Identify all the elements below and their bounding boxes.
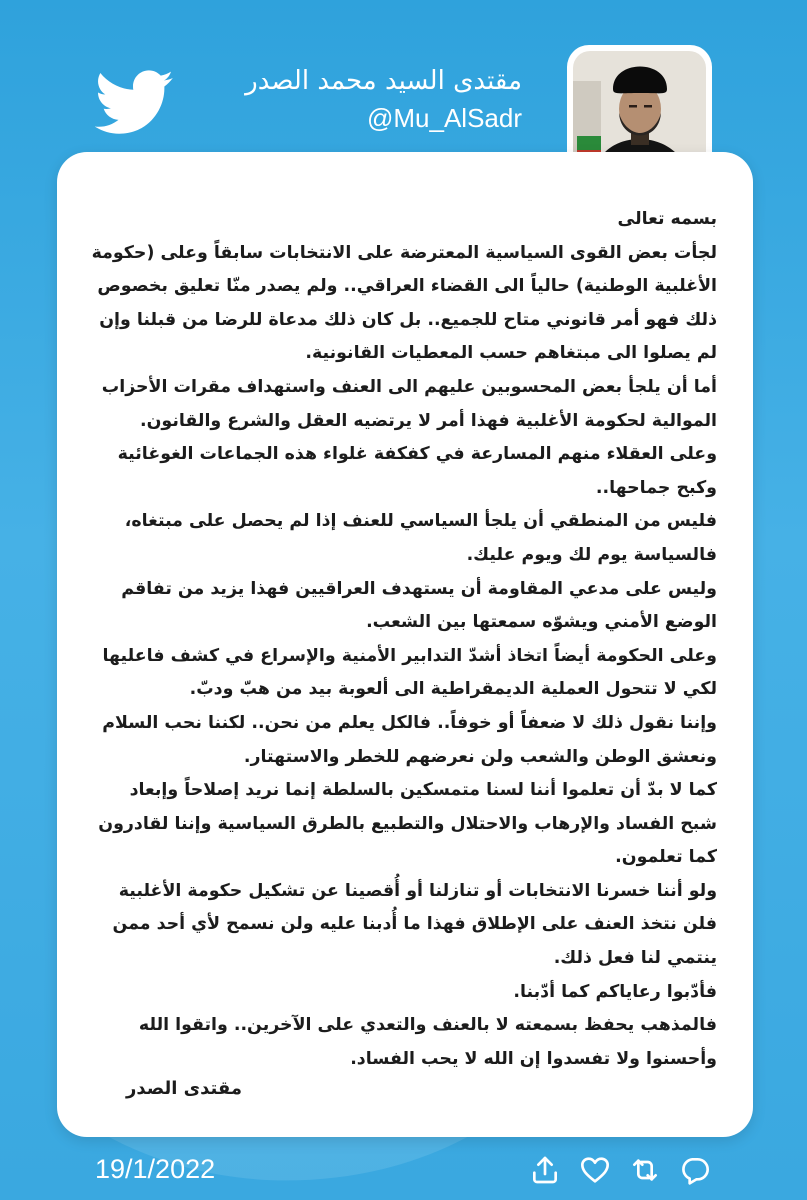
tweet-actions bbox=[529, 1154, 711, 1186]
tweet-body bbox=[91, 203, 717, 1076]
tweet-paragraph: وعلى العقلاء منهم المسارعة في كفكفة غلواء هذه الجماعات الغوغائية وكبح جماحها.. bbox=[117, 444, 717, 498]
author-handle[interactable]: @Mu_AlSadr bbox=[366, 103, 522, 133]
tweet-paragraph: فليس من المنطقي أن يلجأ السياسي للعنف إذا لم يحصل على مبتغاه، فالسياسة يوم لك ويوم عليك. bbox=[124, 511, 717, 565]
tweet-paragraph: وعلى الحكومة أيضاً اتخاذ أشدّ التدابير الأمنية والإسراع في كشف فاعليها لكي لا تتحول العملية الديمقراطية الى ألعوبة بيد من هبّ ودبّ. bbox=[102, 645, 717, 700]
heart-icon[interactable] bbox=[579, 1154, 611, 1186]
tweet-signature: مقتدى الصدر bbox=[125, 1078, 242, 1099]
tweet-paragraph: فالمذهب يحفظ بسمعته لا بالعنف والتعدي على الآخرين.. واتقوا الله وأحسنوا ولا تفسدوا إن الله لا يحب الفساد. bbox=[138, 1015, 717, 1069]
tweet-paragraph: ولو أننا خسرنا الانتخابات أو تنازلنا أو أُقصينا عن تشكيل حكومة الأغلبية فلن نتخذ العنف على الإطلاق فهذا ما أُدبنا عليه ولن نسمح لأي أحد ممن ينتمي لنا فعل ذلك. bbox=[112, 880, 717, 969]
tweet-paragraph: كما لا بدّ أن تعلموا أننا لسنا متمسكين بالسلطة إنما نريد إصلاحاً وإبعاد شبح الفساد والإرهاب والاحتلال والتطبيع بالطرق السياسية وإننا لقادرون كما تعلمون. bbox=[98, 780, 717, 868]
tweet-paragraph: وليس على مدعي المقاومة أن يستهدف العراقيين فهذا يزيد من تفاقم الوضع الأمني ويشوّه سمعتها بين الشعب. bbox=[121, 578, 717, 633]
author-display-name[interactable]: مقتدى السيد محمد الصدر bbox=[245, 66, 522, 96]
tweet-footer bbox=[0, 1140, 807, 1200]
tweet-paragraph: أما أن يلجأ بعض المحسوبين عليهم الى العنف واستهداف مقرات الأحزاب الموالية لحكومة الأغلبية فهذا أمر لا يرتضيه العقل والشرع والقانون. bbox=[101, 376, 717, 431]
retweet-icon[interactable] bbox=[629, 1154, 661, 1186]
tweet-paragraph: وإننا نقول ذلك لا ضعفاً أو خوفاً.. فالكل يعلم من نحن.. لكننا نحب السلام ونعشق الوطن والشعب ولن نعرضهم للخطر والاستهتار. bbox=[102, 712, 717, 767]
tweet-paragraph: لجأت بعض القوى السياسية المعترضة على الانتخابات سابقاً وعلى (حكومة الأغلبية الوطنية) حالياً الى القضاء العراقي.. ولم يصدر منّا تعليق بخصوص ذلك فهو أمر قانوني متاح للجميع.. بل كان ذلك مدعاة للرضا من قبلنا وإن لم يصلوا الى مبتغاهم حسب المعطيات القانونية. bbox=[91, 242, 717, 364]
twitter-bird-icon bbox=[95, 70, 175, 136]
share-icon[interactable] bbox=[529, 1154, 561, 1186]
tweet-paragraph: فأدّبوا رعاياكم كما أدّبنا. bbox=[513, 981, 717, 1002]
tweet-opening-line: بسمه تعالى bbox=[617, 209, 717, 229]
tweet-date: 19/1/2022 bbox=[95, 1154, 216, 1184]
reply-icon[interactable] bbox=[679, 1154, 711, 1186]
